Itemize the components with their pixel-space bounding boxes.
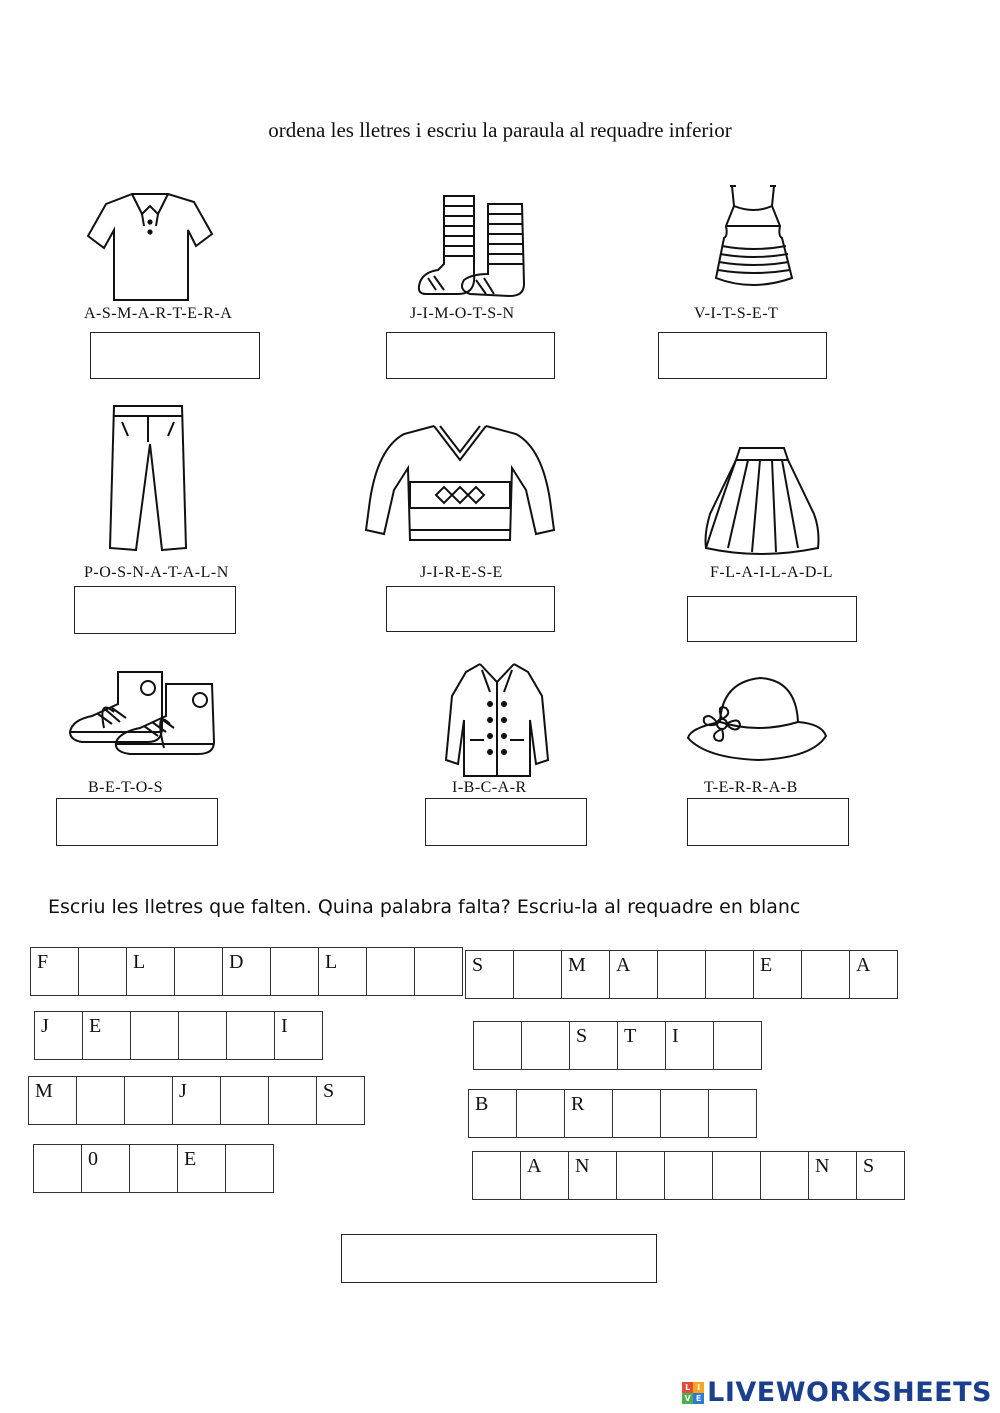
letter-cell: I — [275, 1012, 323, 1060]
letter-cell[interactable] — [130, 1145, 178, 1193]
answer-box[interactable] — [386, 332, 555, 379]
letter-cell: A — [610, 951, 658, 999]
letter-cell[interactable] — [367, 948, 415, 996]
letter-cell: A — [521, 1152, 569, 1200]
sweater-icon — [364, 420, 556, 544]
liveworksheets-logo — [682, 1377, 992, 1408]
letter-cell[interactable] — [665, 1152, 713, 1200]
letter-cell[interactable] — [226, 1145, 274, 1193]
instruction-missing-letters: Escriu les lletres que falten. Quina palabra falta? Escriu-la al requadre en blanc — [48, 896, 801, 918]
answer-box[interactable] — [687, 596, 857, 642]
letter-cell[interactable] — [179, 1012, 227, 1060]
scrambled-word: I-B-C-A-R — [452, 779, 527, 796]
letter-cell: F — [31, 948, 79, 996]
letter-grid — [468, 1089, 757, 1138]
answer-box[interactable] — [90, 332, 260, 379]
letter-cell: E — [83, 1012, 131, 1060]
letter-cell[interactable] — [221, 1077, 269, 1125]
letter-cell[interactable] — [713, 1152, 761, 1200]
letter-grid — [28, 1076, 365, 1125]
answer-box[interactable] — [56, 798, 218, 846]
letter-cell[interactable] — [514, 951, 562, 999]
letter-cell: M — [562, 951, 610, 999]
letter-cell: S — [466, 951, 514, 999]
letter-cell: M — [29, 1077, 77, 1125]
letter-cell: B — [469, 1090, 517, 1138]
letter-cell[interactable] — [709, 1090, 757, 1138]
letter-cell: S — [317, 1077, 365, 1125]
letter-cell[interactable] — [131, 1012, 179, 1060]
letter-cell: R — [565, 1090, 613, 1138]
coat-icon — [442, 660, 552, 780]
letter-cell[interactable] — [706, 951, 754, 999]
letter-cell[interactable] — [473, 1152, 521, 1200]
letter-cell: A — [850, 951, 898, 999]
scrambled-word: J-I-M-O-T-S-N — [410, 305, 515, 322]
letter-cell[interactable] — [474, 1022, 522, 1070]
letter-cell: L — [319, 948, 367, 996]
scrambled-word: J-I-R-E-S-E — [420, 564, 503, 581]
scrambled-word: V-I-T-S-E-T — [694, 305, 779, 322]
letter-cell: 0 — [82, 1145, 130, 1193]
scrambled-word: F-L-A-I-L-A-D-L — [710, 564, 834, 581]
scrambled-word: A-S-M-A-R-T-E-R-A — [84, 305, 233, 322]
letter-grid — [473, 1021, 762, 1070]
letter-cell[interactable] — [227, 1012, 275, 1060]
skirt-icon — [700, 444, 824, 558]
letter-cell: E — [754, 951, 802, 999]
letter-cell: N — [569, 1152, 617, 1200]
answer-box[interactable] — [687, 798, 849, 846]
letter-cell: S — [857, 1152, 905, 1200]
letter-cell: D — [223, 948, 271, 996]
shirt-icon — [84, 186, 216, 304]
scrambled-word: B-E-T-O-S — [88, 779, 164, 796]
letter-grid — [30, 947, 463, 996]
letter-cell[interactable] — [34, 1145, 82, 1193]
letter-cell: E — [178, 1145, 226, 1193]
letter-cell[interactable] — [271, 948, 319, 996]
letter-cell[interactable] — [415, 948, 463, 996]
final-answer-box[interactable] — [341, 1234, 657, 1283]
answer-box[interactable] — [658, 332, 827, 379]
letter-cell[interactable] — [617, 1152, 665, 1200]
letter-cell: T — [618, 1022, 666, 1070]
logo-text: LIVEWORKSHEETS — [707, 1377, 992, 1408]
letter-cell[interactable] — [517, 1090, 565, 1138]
letter-cell[interactable] — [761, 1152, 809, 1200]
letter-cell[interactable] — [79, 948, 127, 996]
logo-mark-icon: L I V E — [682, 1382, 704, 1404]
scrambled-word: P-O-S-N-A-T-A-L-N — [84, 564, 229, 581]
dress-icon — [712, 182, 796, 294]
letter-cell: J — [173, 1077, 221, 1125]
sneakers-icon — [68, 668, 220, 756]
letter-cell: N — [809, 1152, 857, 1200]
scrambled-word: T-E-R-R-A-B — [704, 779, 798, 796]
letter-grid — [34, 1011, 323, 1060]
answer-box[interactable] — [74, 586, 236, 634]
answer-box[interactable] — [386, 586, 555, 632]
socks-icon — [414, 190, 538, 302]
letter-cell[interactable] — [714, 1022, 762, 1070]
letter-cell[interactable] — [269, 1077, 317, 1125]
letter-cell: L — [127, 948, 175, 996]
letter-cell[interactable] — [522, 1022, 570, 1070]
letter-cell[interactable] — [658, 951, 706, 999]
letter-cell: S — [570, 1022, 618, 1070]
answer-box[interactable] — [425, 798, 587, 846]
trousers-icon — [106, 402, 190, 554]
letter-cell[interactable] — [175, 948, 223, 996]
letter-cell[interactable] — [613, 1090, 661, 1138]
letter-cell: J — [35, 1012, 83, 1060]
letter-grid — [465, 950, 898, 999]
letter-cell: I — [666, 1022, 714, 1070]
letter-cell[interactable] — [661, 1090, 709, 1138]
letter-cell[interactable] — [125, 1077, 173, 1125]
hat-icon — [686, 672, 828, 762]
letter-grid — [472, 1151, 905, 1200]
letter-cell[interactable] — [77, 1077, 125, 1125]
letter-cell[interactable] — [802, 951, 850, 999]
letter-grid — [33, 1144, 274, 1193]
instruction-unscramble: ordena les lletres i escriu la paraula al requadre inferior — [268, 118, 732, 142]
